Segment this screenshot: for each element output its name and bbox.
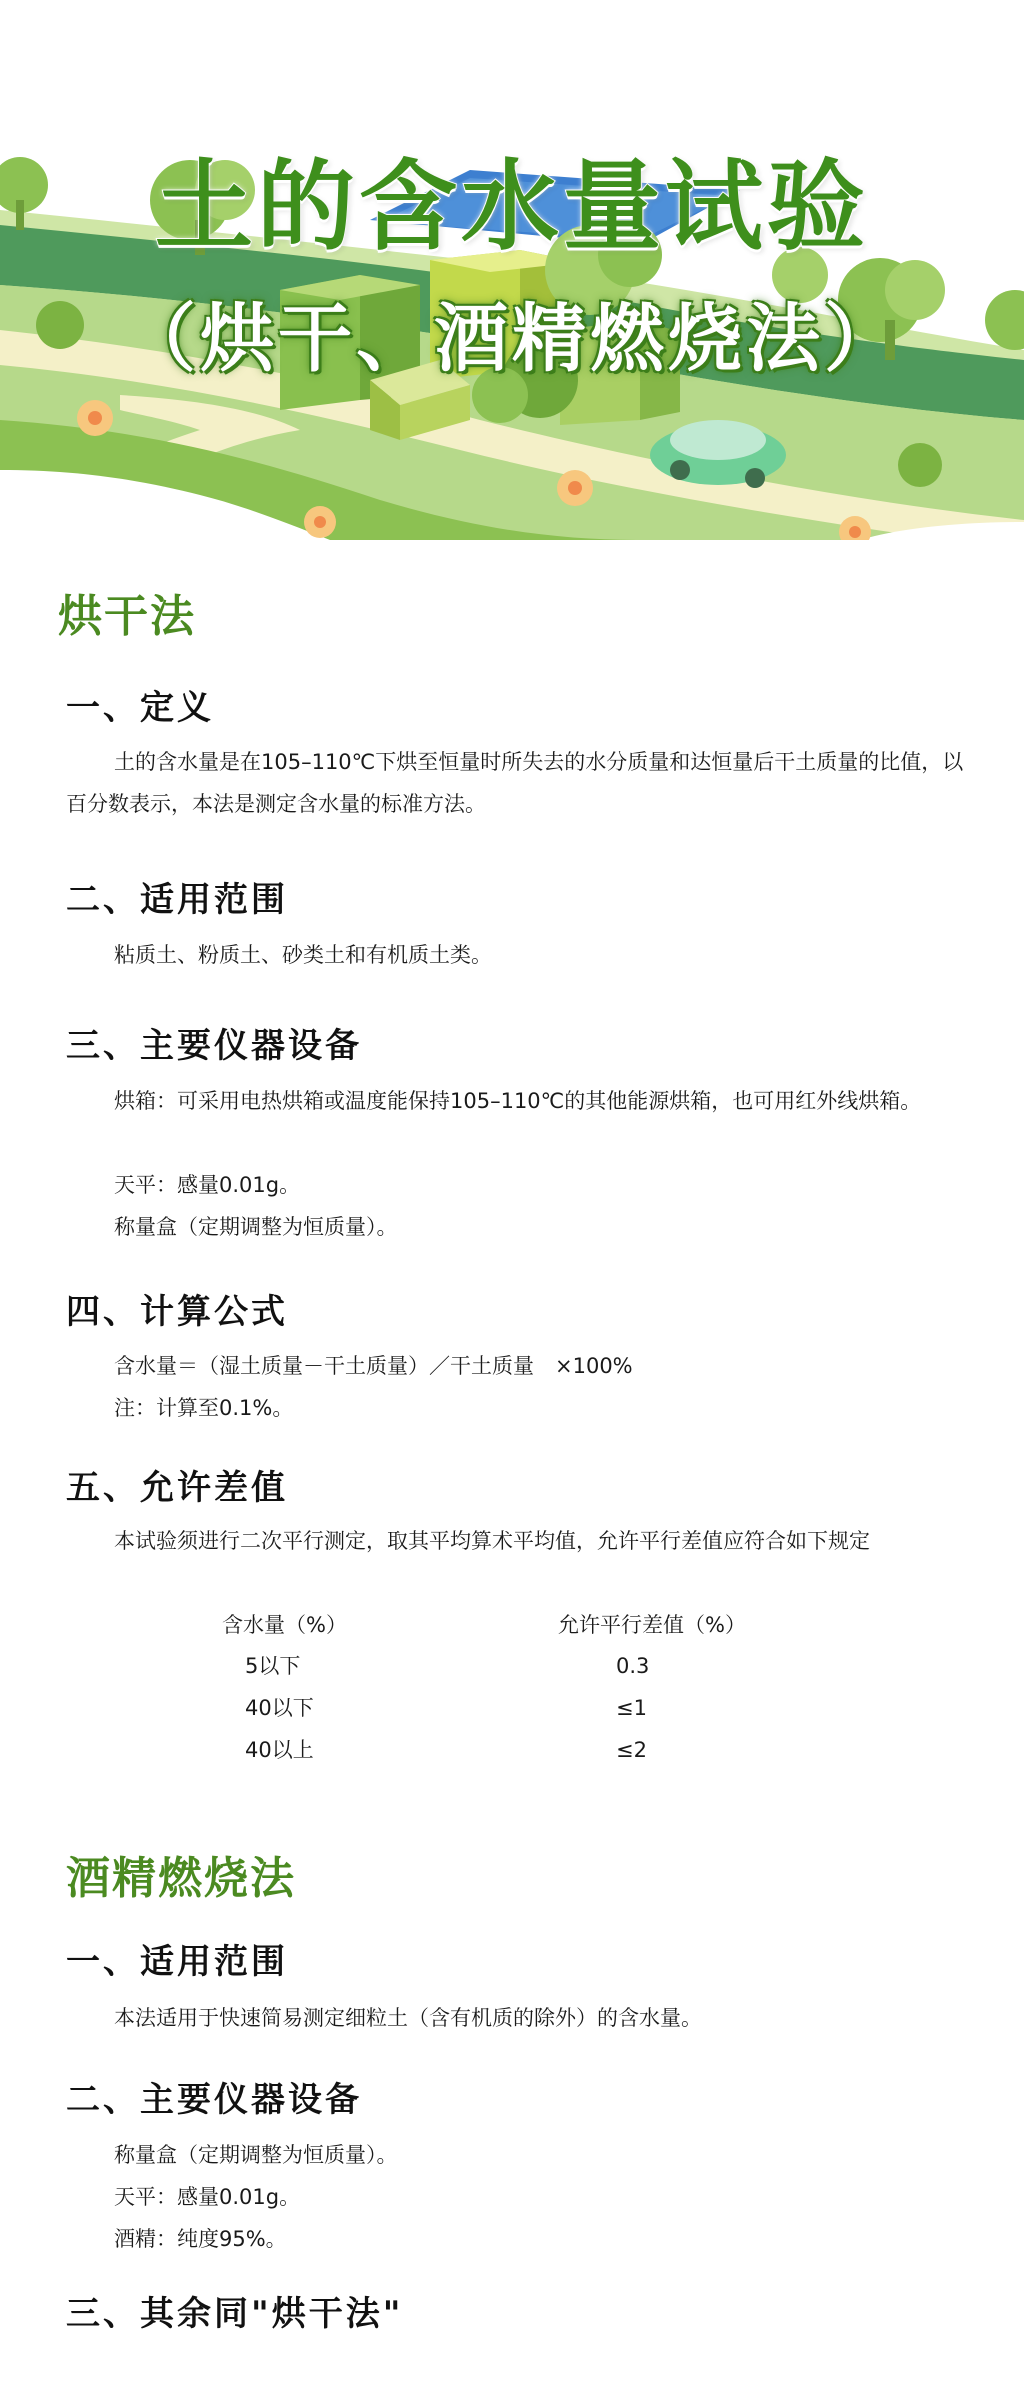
alcohol-equipment-box: 称量盒（定期调整为恒质量）。	[114, 2143, 398, 2167]
header-banner	[0, 0, 1024, 540]
alcohol-equipment-alcohol: 酒精：纯度95%。	[114, 2227, 287, 2251]
alcohol-equipment-heading: 二、主要仪器设备	[66, 2080, 362, 2120]
tolerance-heading: 五、允许差值	[66, 1468, 288, 1508]
equipment-oven: 烘箱：可采用电热烘箱或温度能保持105–110℃的其他能源烘箱，也可用红外线烘箱。	[114, 1089, 922, 1113]
alcohol-scope-heading: 一、适用范围	[66, 1942, 288, 1982]
table-cell: 40以下	[245, 1696, 314, 1720]
table-cell: 5以下	[245, 1654, 301, 1678]
table-cell: ≤2	[616, 1738, 647, 1762]
oven-method-title: 烘干法	[58, 591, 196, 642]
banner-illustration	[0, 0, 1024, 540]
equipment-box: 称量盒（定期调整为恒质量）。	[114, 1215, 398, 1239]
table-cell: 0.3	[616, 1654, 650, 1678]
banner-title: 土的含水量试验	[154, 149, 869, 264]
alcohol-scope-text: 本法适用于快速简易测定细粒土（含有机质的除外）的含水量。	[114, 2006, 702, 2030]
equipment-balance: 天平：感量0.01g。	[114, 1173, 301, 1197]
scope-text: 粘质土、粉质土、砂类土和有机质土类。	[114, 943, 492, 967]
formula-note: 注：计算至0.1%。	[114, 1396, 294, 1420]
table-cell: 40以上	[245, 1738, 314, 1762]
definition-text: 土的含水量是在105–110℃下烘至恒量时所失去的水分质量和达恒量后干土质量的比值，以百分数表示，本法是测定含水量的标准方法。	[66, 750, 964, 816]
formula-heading: 四、计算公式	[66, 1292, 288, 1332]
definition-heading: 一、定义	[66, 688, 214, 728]
table-header-tolerance: 允许平行差值（%）	[558, 1613, 746, 1637]
tolerance-text: 本试验须进行二次平行测定，取其平均算术平均值，允许平行差值应符合如下规定	[114, 1529, 870, 1553]
alcohol-equipment-balance: 天平：感量0.01g。	[114, 2185, 301, 2209]
banner-subtitle: （烘干、酒精燃烧法）	[122, 296, 902, 382]
rest-heading: 三、其余同"烘干法"	[66, 2294, 404, 2334]
equipment-heading: 三、主要仪器设备	[66, 1026, 362, 1066]
alcohol-method-title: 酒精燃烧法	[66, 1853, 296, 1904]
formula-text: 含水量＝（湿土质量－干土质量）／干土质量 ×100%	[114, 1354, 633, 1378]
table-header-moisture: 含水量（%）	[222, 1613, 347, 1637]
scope-heading: 二、适用范围	[66, 880, 288, 920]
table-cell: ≤1	[616, 1696, 647, 1720]
